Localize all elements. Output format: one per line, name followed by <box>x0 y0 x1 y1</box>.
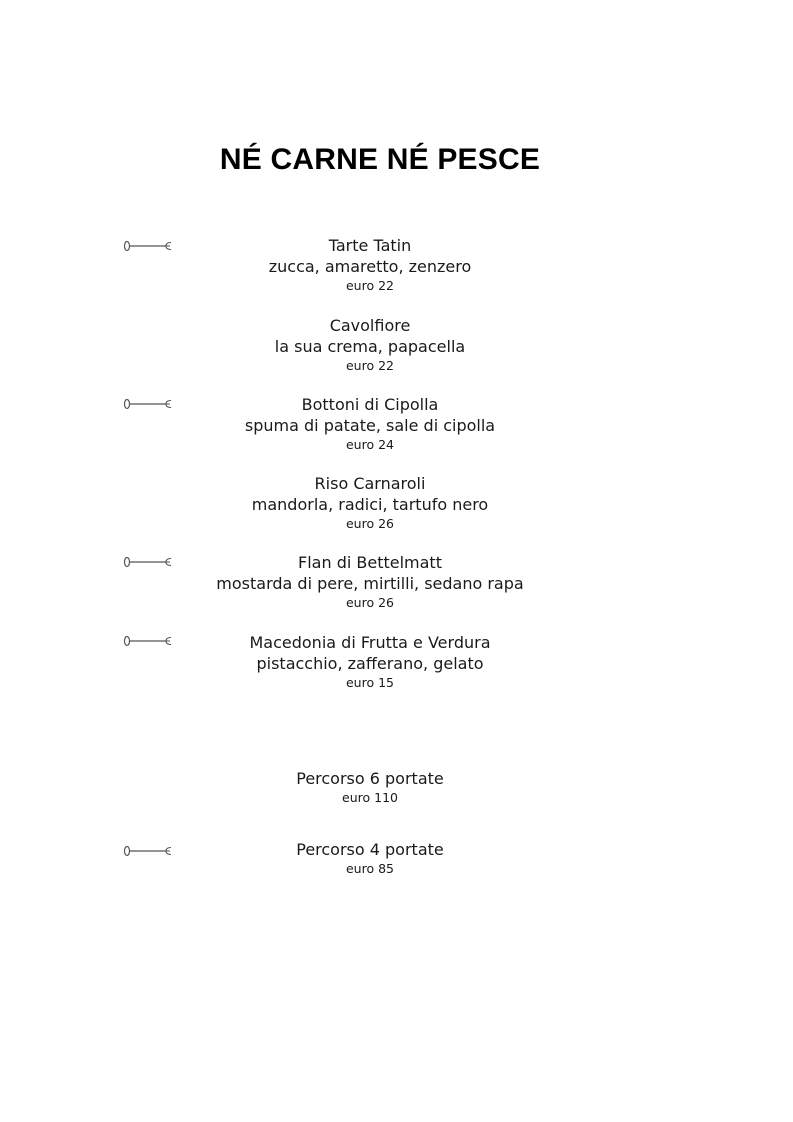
dish-price: euro 24 <box>345 437 394 452</box>
dish-description: zucca, amaretto, zenzero <box>268 257 472 276</box>
pin-icon <box>123 240 173 252</box>
dish-description: spuma di patate, sale di cipolla <box>244 416 496 435</box>
dish-price: euro 22 <box>345 278 394 293</box>
dish-name: Cavolfiore <box>329 316 411 335</box>
dish-price: euro 15 <box>345 675 394 690</box>
menu-item <box>170 235 570 294</box>
tasting-menu-item <box>170 768 570 806</box>
pin-icon <box>123 635 173 647</box>
dish-description: pistacchio, zafferano, gelato <box>256 654 484 673</box>
dish-name: Flan di Bettelmatt <box>298 553 442 572</box>
menu-item <box>170 552 570 611</box>
menu-item <box>170 473 570 532</box>
pin-icon <box>123 398 173 410</box>
dish-name: Riso Carnaroli <box>314 474 426 493</box>
tasting-name: Percorso 6 portate <box>296 769 444 788</box>
menu-item <box>170 632 570 691</box>
page-title: NÉ CARNE NÉ PESCE <box>219 143 541 176</box>
dish-price: euro 26 <box>345 516 394 531</box>
dish-name: Tarte Tatin <box>328 236 412 255</box>
menu-item <box>170 394 570 453</box>
dish-price: euro 26 <box>345 595 394 610</box>
tasting-name: Percorso 4 portate <box>296 840 444 859</box>
tasting-price: euro 110 <box>342 790 398 805</box>
dish-price: euro 22 <box>345 358 394 373</box>
tasting-menu-item <box>170 839 570 877</box>
tasting-price: euro 85 <box>345 861 394 876</box>
dish-description: mostarda di pere, mirtilli, sedano rapa <box>216 574 524 593</box>
pin-icon <box>123 556 173 568</box>
menu-item <box>170 315 570 374</box>
dish-description: mandorla, radici, tartufo nero <box>251 495 489 514</box>
dish-description: la sua crema, papacella <box>274 337 466 356</box>
dish-name: Macedonia di Frutta e Verdura <box>249 633 491 652</box>
pin-icon <box>123 845 173 857</box>
dish-name: Bottoni di Cipolla <box>301 395 439 414</box>
